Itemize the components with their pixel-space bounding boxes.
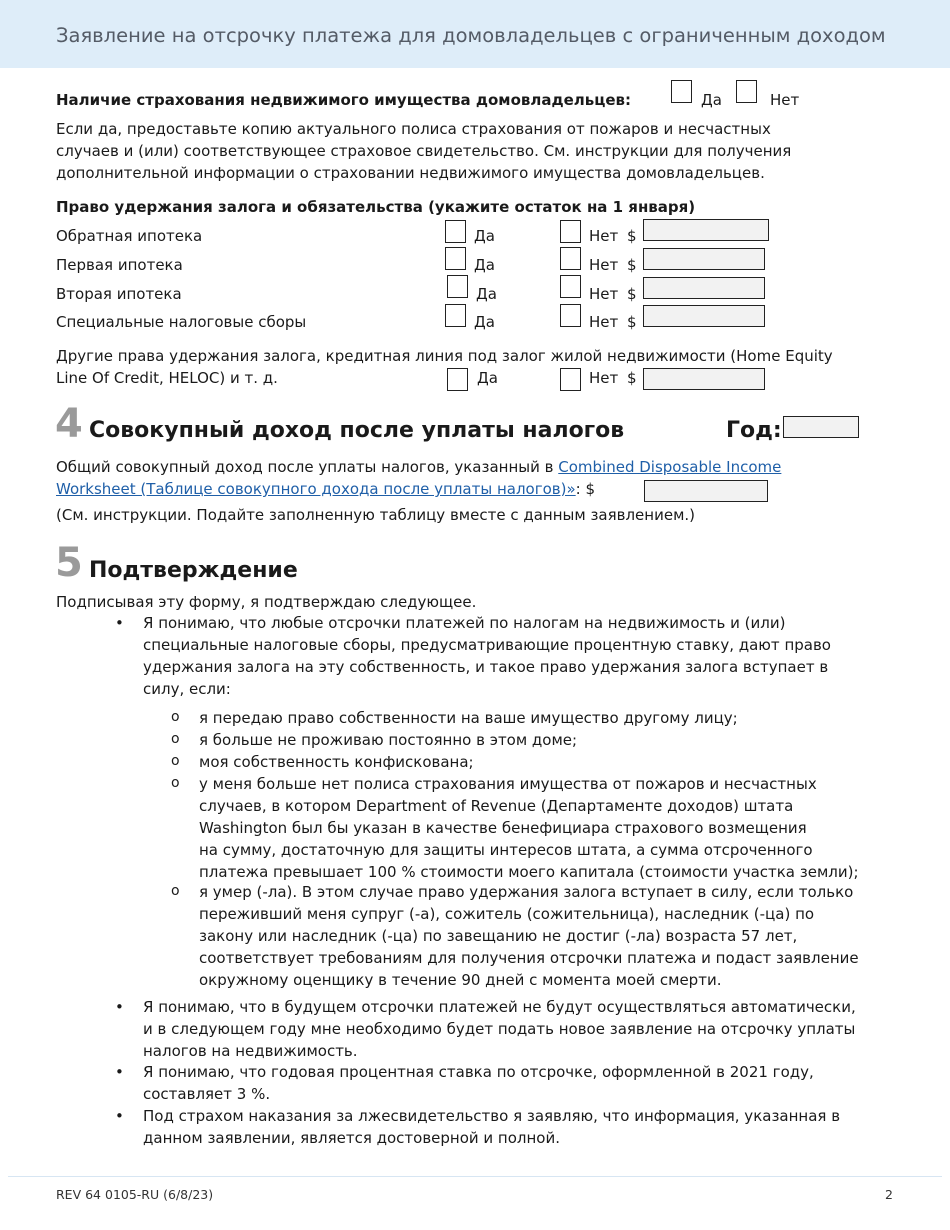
liens-heading: Право удержания залога и обязательства (укажите остаток на 1 января) <box>56 198 696 216</box>
bullet-marker: • <box>115 1063 124 1081</box>
income-amount-field[interactable] <box>644 480 768 502</box>
lien-row-no-checkbox[interactable] <box>560 304 581 327</box>
other-liens-label: Другие права удержания залога, кредитная линия под залог жилой недвижимости (Home Equity <box>56 347 833 365</box>
lien-row-yes-checkbox[interactable] <box>445 247 466 270</box>
income-text-cont <box>56 480 595 498</box>
sub-item <box>199 881 859 991</box>
bullet-item <box>143 1061 814 1105</box>
sub-bullet-marker: o <box>171 775 180 791</box>
page-header <box>0 0 950 68</box>
section-5-title: Подтверждение <box>89 558 298 583</box>
lien-row-label: Обратная ипотека <box>56 227 203 245</box>
income-text-suffix: : $ <box>575 480 596 498</box>
footer-divider <box>8 1176 942 1177</box>
lien-row-no-label: Нет <box>589 227 619 245</box>
insurance-no-label: Нет <box>770 91 800 109</box>
insurance-no-checkbox[interactable] <box>736 80 757 103</box>
lien-row-yes-label: Да <box>476 285 497 303</box>
currency-sign: $ <box>627 313 637 331</box>
lien-row-label: Первая ипотека <box>56 256 183 274</box>
other-liens-no-checkbox[interactable] <box>560 368 581 391</box>
sub-bullet-marker: o <box>171 883 180 899</box>
bullet-line: Я понимаю, что в будущем отсрочки платежей не будут осуществляться автоматически, <box>143 998 856 1016</box>
section-4-number: 4 <box>55 401 83 447</box>
lien-row-no-checkbox[interactable] <box>560 220 581 243</box>
sub-line: я умер (-ла). В этом случае право удержания залога вступает в силу, если только <box>199 883 854 901</box>
lien-row-yes-label: Да <box>474 256 495 274</box>
lien-row-yes-checkbox[interactable] <box>447 275 468 298</box>
sub-bullet-marker: o <box>171 731 180 747</box>
currency-sign: $ <box>627 369 637 387</box>
other-liens-yes-checkbox[interactable] <box>447 368 468 391</box>
sub-line: я больше не проживаю постоянно в этом доме; <box>199 731 578 749</box>
bullet-line: налогов на недвижимость. <box>143 1042 358 1060</box>
lien-row-yes-checkbox[interactable] <box>445 220 466 243</box>
bullet-line: специальные налоговые сборы, предусматривающие процентную ставку, дают право <box>143 636 831 654</box>
lien-row-amount-field[interactable] <box>643 277 765 299</box>
sub-line: на сумму, достаточную для защиты интересов штата, а сумма отсроченного <box>199 841 813 859</box>
lien-row-no-label: Нет <box>589 313 619 331</box>
section-4-title: Совокупный доход после уплаты налогов <box>89 418 625 443</box>
insurance-note-line: дополнительной информации о страховании недвижимого имущества домовладельцев. <box>56 164 765 182</box>
bullet-item <box>143 996 856 1062</box>
lien-row-no-checkbox[interactable] <box>560 275 581 298</box>
bullet-line: Я понимаю, что годовая процентная ставка по отсрочке, оформленной в 2021 году, <box>143 1063 814 1081</box>
bullet-line: силу, если: <box>143 680 231 698</box>
lien-row-no-label: Нет <box>589 285 619 303</box>
insurance-note-line: Если да, предоставьте копию актуального полиса страхования от пожаров и несчастных <box>56 120 771 138</box>
sub-line: окружному оценщику в течение 90 дней с момента моей смерти. <box>199 971 722 989</box>
year-field[interactable] <box>783 416 859 438</box>
income-note: (См. инструкции. Подайте заполненную таблицу вместе с данным заявлением.) <box>56 506 696 524</box>
page-number: 2 <box>885 1187 893 1202</box>
confirmation-intro: Подписывая эту форму, я подтверждаю следующее. <box>56 593 477 611</box>
sub-item <box>199 751 474 773</box>
form-id: REV 64 0105-RU (6/8/23) <box>56 1187 214 1202</box>
sub-line: моя собственность конфискована; <box>199 753 474 771</box>
insurance-note <box>56 118 791 184</box>
income-text <box>56 458 781 476</box>
bullet-line: Под страхом наказания за лжесвидетельство я заявляю, что информация, указанная в <box>143 1107 841 1125</box>
insurance-yes-checkbox[interactable] <box>671 80 692 103</box>
currency-sign: $ <box>627 256 637 274</box>
insurance-note-line: случаев и (или) соответствующее страховое свидетельство. См. инструкции для получения <box>56 142 792 160</box>
lien-row-amount-field[interactable] <box>643 248 765 270</box>
worksheet-link-cont[interactable]: Worksheet (Таблице совокупного дохода после уплаты налогов)» <box>56 480 576 498</box>
sub-item <box>199 729 577 751</box>
sub-line: я передаю право собственности на ваше имущество другому лицу; <box>199 709 738 727</box>
lien-row-amount-field[interactable] <box>643 305 765 327</box>
lien-row-no-label: Нет <box>589 256 619 274</box>
lien-row-no-checkbox[interactable] <box>560 247 581 270</box>
other-liens-amount-field[interactable] <box>643 368 765 390</box>
lien-row-yes-checkbox[interactable] <box>445 304 466 327</box>
sub-item <box>199 773 859 883</box>
bullet-item <box>143 1105 840 1149</box>
lien-row-label: Вторая ипотека <box>56 285 182 303</box>
other-liens-label-cont: Line Of Credit, HELOC) и т. д. <box>56 369 278 387</box>
bullet-line: и в следующем году мне необходимо будет подать новое заявление на отсрочку уплаты <box>143 1020 856 1038</box>
sub-bullet-marker: o <box>171 753 180 769</box>
sub-line: соответствует требованиям для получения отсрочки платежа и подаст заявление <box>199 949 859 967</box>
sub-line: платежа превышает 100 % стоимости моего капитала (стоимости участка земли); <box>199 863 859 881</box>
worksheet-link[interactable]: Combined Disposable Income <box>558 458 782 476</box>
year-label: Год: <box>726 418 782 443</box>
other-liens-no-label: Нет <box>589 369 619 387</box>
bullet-marker: • <box>115 614 124 632</box>
bullet-line: данном заявлении, является достоверной и полной. <box>143 1129 560 1147</box>
insurance-label: Наличие страхования недвижимого имущества домовладельцев: <box>56 91 632 109</box>
bullet-item <box>143 612 831 700</box>
lien-row-label: Специальные налоговые сборы <box>56 313 307 331</box>
lien-row-amount-field[interactable] <box>643 219 769 241</box>
currency-sign: $ <box>627 285 637 303</box>
bullet-marker: • <box>115 1107 124 1125</box>
insurance-yes-label: Да <box>701 91 722 109</box>
bullet-marker: • <box>115 998 124 1016</box>
lien-row-yes-label: Да <box>474 313 495 331</box>
bullet-line: составляет 3 %. <box>143 1085 271 1103</box>
sub-line: закону или наследник (-ца) по завещанию не достиг (-ла) возраста 57 лет, <box>199 927 798 945</box>
sub-line: у меня больше нет полиса страхования имущества от пожаров и несчастных <box>199 775 817 793</box>
bullet-line: Я понимаю, что любые отсрочки платежей по налогам на недвижимость и (или) <box>143 614 786 632</box>
other-liens-yes-label: Да <box>477 369 498 387</box>
sub-item <box>199 707 738 729</box>
page-title: Заявление на отсрочку платежа для домовладельцев с ограниченным доходом <box>56 24 886 47</box>
bullet-line: удержания залога на эту собственность, и такое право удержания залога вступает в <box>143 658 829 676</box>
lien-row-yes-label: Да <box>474 227 495 245</box>
section-5-number: 5 <box>55 540 83 586</box>
sub-line: переживший меня супруг (-а), сожитель (сожительница), наследник (-ца) по <box>199 905 815 923</box>
income-text-prefix: Общий совокупный доход после уплаты налогов, указанный в <box>56 458 559 476</box>
currency-sign: $ <box>627 227 637 245</box>
sub-line: случаев, в котором Department of Revenue (Департаменте доходов) штата <box>199 797 794 815</box>
sub-bullet-marker: o <box>171 709 180 725</box>
sub-line: Washington был бы указан в качестве бенефициара страхового возмещения <box>199 819 807 837</box>
